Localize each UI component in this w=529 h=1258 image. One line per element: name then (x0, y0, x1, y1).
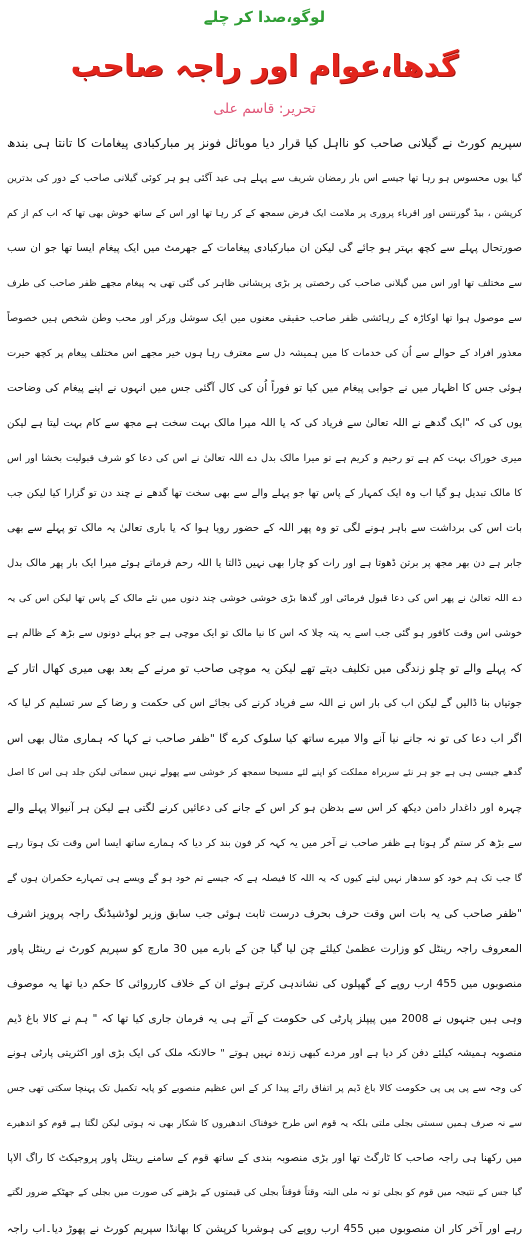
body-line: سے مختلف تھا اور اس میں گیلانی صاحب کی رخصتی پر بڑی پریشانی ظاہر کی گئی تھی یہ پیغام مجھے ظفر صاحب کی طرف (7, 278, 522, 289)
body-line: یوں کی کہ "ایک گدھے نے اللہ تعالیٰ سے فریاد کی کہ یا اللہ میرا مالک بہت سخت ہے مجھ سے کام بہت لیتا ہے لیکن (7, 417, 522, 429)
body-line: منصوبوں میں 455 ارب روپے کے گھپلوں کی نشاندہی کرتے ہوئے ان کے خلاف کارروائی کا حکم دیا تھا یہ موصوف (7, 977, 522, 990)
body-line: جوتیاں بنا ڈالیں گے لیکن اب کی بار اس نے اللہ سے فریاد کرنے کی بجائے اس کی حکمت و رضا کے سر تسلیم کر لیا کہ (7, 698, 522, 709)
body-line: سے نہ صرف ہمیں سستی بجلی ملتی بلکہ یہ قوم اس طرح خوفناک اندھیروں کا شکار بھی نہ ہوتی لیکن لگتا ہے قوم کو اندھیرے (7, 1118, 522, 1129)
body-line: سے بڑھ کر ستم گر ہوتا ہے ظفر صاحب نے آخر میں یہ کہہ کر فون بند کر دیا کہ ہمارے ساتھ ایسا اس وقت تک ہوتا رہے (7, 838, 522, 849)
body-line: رہے اور آخر کار ان منصوبوں میں 455 ارب روپے کی ہوشربا کرپشن کا بھانڈا سپریم کورٹ نے پھوڑ دیا۔اب راجہ (7, 1222, 522, 1235)
body-line: اگر اب دعا کی تو نہ جانے نیا آنے والا میرے ساتھ کیا سلوک کرے گا "ظفر صاحب نے کہا کہ ہماری مثال بھی اس (7, 732, 522, 745)
body-line: چہرہ اور داغدار دامن دیکھ کر اس سے بدظن ہو کر اس کے جانے کی دعائیں کرنے لگتی ہے لیکن ہر آنیوالا پہلے والے (7, 802, 522, 814)
body-line: میں رکھنا ہی راجہ صاحب کا ٹارگٹ تھا اور بڑی منصوبہ بندی کے ساتھ قوم کے سامنے رینٹل پاور پروجیکٹ کا راگ الاپا (7, 1152, 522, 1164)
body-line: "ظفر صاحب کی یہ بات اس وقت حرف بحرف درست ثابت ہوئی جب سابق وزیر لوڈشیڈنگ راجہ پرویز اشرف (7, 907, 522, 920)
body-line: گیا جس کے نتیجہ میں قوم کو بجلی تو نہ ملی البتہ وقتاً فوقتاً بجلی کی قیمتوں کے بڑھنے کی صورت میں بجلی کے جھٹکے ضرور لگتے (7, 1188, 522, 1198)
body-line: میری خوراک بہت کم ہے تو رحیم و کریم ہے تو میرا مالک بدل دے اللہ تعالیٰ نے اس کی دعا کو شرف قبولیت بخشا اور اس (7, 453, 522, 464)
body-line: سپریم کورٹ نے گیلانی صاحب کو نااہل کیا قرار دیا موبائل فونز پر مبارکبادی پیغامات کا تانتا ہی بندھ (7, 136, 522, 150)
body-line: کرپشن ، بیڈ گورننس اور اقرباء پروری پر ملامت ایک فرض سمجھ کے کر رہا تھا اور اس کے ساتھ خوش بھی تھا کہ اب کم از کم (7, 208, 522, 219)
body-line: جابر ہے دن بھر مجھ پر برتن ڈھوتا ہے اور رات کو چارا بھی نہیں ڈالتا یا اللہ رحم فرماتے ہوئے میرا ایک بار پھر مالک بدل (7, 558, 522, 569)
body-line: صورتحال پہلے سے کچھ بہتر ہو جائے گی لیکن ان مبارکبادی پیغامات کے جھرمٹ میں ایک پیغام ایسا تھا جو ان سب (7, 242, 522, 254)
article-title: گدھا،عوام اور راجہ صاحب (70, 49, 459, 84)
body-line: المعروف راجہ رینٹل کو وزارت عظمیٰ کیلئے چن لیا گیا جن کے بارے میں 30 مارچ کو سپریم کورٹ نے رینٹل پاور (7, 942, 522, 955)
body-line: دے اللہ تعالیٰ نے پھر اس کی دعا قبول فرمائی اور گدھا بڑی خوشی خوشی چند دنوں میں نئے مالک کے پاس تھا لیکن اس کی یہ (7, 593, 522, 604)
article-body (7, 126, 522, 1246)
body-line: کا مالک تبدیل ہو گیا اب وہ ایک کمہار کے پاس تھا جو پہلے والے سے بھی سخت تھا گدھے نے چند دن تو گزارا کیا لیکن جب (7, 488, 522, 499)
body-line: گدھے جیسی ہی ہے جو ہر نئے سربراہ مملکت کو اپنے لئے مسیحا سمجھ کر خوشی سے پھولے نہیں سماتی لیکن جلد ہی اس کا اصل (7, 768, 522, 778)
body-line: گا جب تک ہم خود کو سدھار نہیں لیتے کیوں کہ یہ اللہ کا فیصلہ ہے کہ جیسے تم خود ہو گے ویسے ہی تمہارے حکمران ہوں گے (7, 873, 522, 884)
body-line: وہی ہیں جنہوں نے 2008 میں پیپلز پارٹی کی حکومت کے آتے ہی یہ فرمان جاری کیا تھا کہ " ہم نے کالا باغ ڈیم (7, 1012, 522, 1025)
body-line: منصوبہ ہمیشہ کیلئے دفن کر دیا ہے اور مردے کبھی زندہ نہیں ہوتے " حالانکہ ملک کی ایک بڑی اور اکثریتی پارٹی ہونے (7, 1048, 522, 1059)
article-byline: تحریر: قاسم علی (213, 101, 316, 117)
body-line: کہ پہلے والے تو چلو زندگی میں تکلیف دیتے تھے لیکن یہ موچی صاحب تو مرنے کے بعد بھی میری کھال اتار کے (7, 662, 522, 675)
body-line: سے موصول ہوا تھا اوکاڑہ کے رہائشی ظفر صاحب حقیقی معنوں میں ایک سوشل ورکر اور محب وطن شخص ہیں خصوصاً (7, 313, 522, 324)
body-line: ہوئی جس کا اظہار میں نے جوابی پیغام میں کیا تو فوراً اُن کی کال آگئی جس میں انہوں نے اپنے پیغام کی وضاحت (7, 382, 522, 394)
body-line: کی وجہ سے پی پی پی حکومت کالا باغ ڈیم پر اتفاق رائے پیدا کر کے اس عظیم منصوبے کو پایہ تکمیل تک پہنچا سکتی تھی جس (7, 1083, 522, 1094)
column-series-title: لوگو،صدا کر چلے (203, 8, 326, 26)
body-line: بات اس کی برداشت سے باہر ہونے لگی تو وہ پھر اللہ کے حضور رویا ہوا کہ یا باری تعالیٰ یہ مالک تو پہلے سے بھی (7, 522, 522, 534)
body-line: خوشی اس وقت کافور ہو گئی جب اسے یہ پتہ چلا کہ اس کا نیا مالک تو ایک موچی ہے جو پہلے دونوں سے بڑھ کے ظالم ہے (7, 628, 522, 639)
body-line: معذور افراد کے حوالے سے اُن کی خدمات کا میں ہمیشہ دل سے معترف رہا ہوں خیر مجھے اس مختلف پیغام پر کچھ حیرت (7, 348, 522, 359)
body-line: گیا یوں محسوس ہو رہا تھا جیسے اس بار رمضان شریف سے پہلے ہی عید آگئی ہو ہر کوئی گیلانی صاحب کے دور کی بدترین (7, 173, 522, 184)
